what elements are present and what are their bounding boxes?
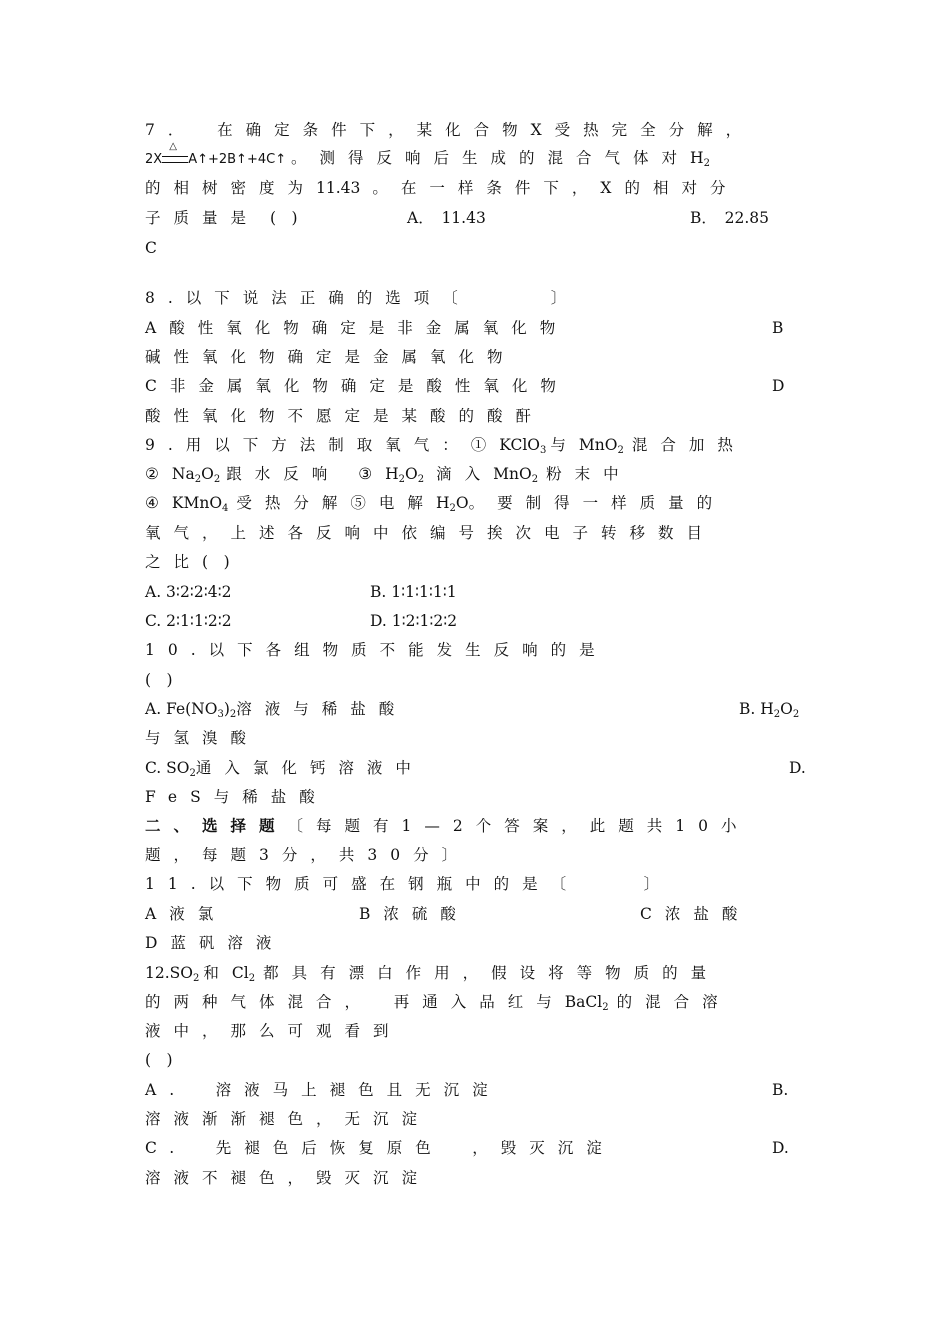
so2-formula: $12.SO_2$ [145,964,200,984]
q10-option-c-text: 通入氯化钙溶液中 [195,759,424,777]
q11-stem: 11.以下物质可盛在钢瓶中的是 [145,875,551,893]
q7-line-3 [145,176,805,200]
q8-option-c: C非金属氧化物确定是酸性氧化物 [145,377,569,395]
q12-option-b-label: B. [772,1081,789,1099]
q12-option-b-text: 溶液渐渐褪色，无沉淀 [145,1110,431,1128]
q11-stem-line [145,872,805,896]
q11-option-c: C浓盐酸 [640,905,751,923]
q8-option-a-line [145,316,805,340]
section-2-desc-2: 题，每题3分，共30分〕 [145,846,471,864]
q9-options-cd [145,609,805,633]
h2o2-formula: $H_2O_2$ [385,465,425,485]
q9-option-a: A. 3∶2∶2∶4∶2 [145,583,232,601]
q11-answer-paren: 〔 〕 [550,875,660,893]
q12-option-c-line [145,1136,805,1160]
q10-option-b-text: 与氢溴酸 [145,729,260,747]
kmno4-formula: KMnO$_4$ [171,494,229,514]
q7-h2: $H_2$ [690,149,710,169]
q7-line3-a: 的相树密度为 [145,179,317,197]
q12-option-a: A. 溶液马上褪色且无沉淀 [145,1081,501,1099]
kclo3-formula: KClO$_3$ [499,436,547,456]
na2o2-formula: $Na_2O_2$ [171,465,221,485]
q9-line-4: 氧气，上述各反响中依编号挨次电子转移数目 [145,524,716,542]
q7-eq-left: 2X [145,152,163,167]
q12-line-1: $12.SO_2$ 和$Cl_2$ 都具有漂白作用，假设将等物质的量 [145,964,720,984]
q12-option-d-label: D. [772,1139,789,1157]
q10-option-c-line [145,756,805,780]
q7-line4-a: 子质量是 [145,209,260,227]
cl2-formula: $Cl_2$ [231,964,256,984]
q10-stem: 10.以下各组物质不能发生反响的是 [145,641,608,659]
q7-eq-right: A↑+2B↑+4C↑ [188,152,287,167]
q12-line-2: 的两种气体混合， 再通入品红与BaCl$_2$ 的混合溶 [145,993,731,1013]
q10-option-b-label: B. $H_2O_2$ [739,700,800,720]
h2o-formula: $H_2O$ [435,494,469,514]
q7-line3-c: X的相对分 [600,179,739,197]
q9-answer-paren: ( ) [202,553,230,571]
q7-option-a: A． 11.43 [407,209,486,227]
q9-line-3: ④KMnO$_4$ 受热分解⑤电解$H_2O$。要制得一样质量的 [145,494,726,514]
q8-answer-paren: 〔 〕 [442,289,567,307]
q7-eq-tail: 。测得反响后生成的混合气体对 [291,149,691,167]
delta-icon: △ [169,141,177,152]
section-2-desc-1: 〔每题有1—2个答案，此题共10小 [287,817,750,835]
q12-option-c: C. 先褪色后恢复原色 ，毁灭沉淀 [145,1139,615,1157]
q9-option-d: D. 1∶2∶1∶2∶2 [370,612,458,630]
q11-options-abc [145,902,805,926]
q7-line3-val: 11.43 [316,179,361,197]
q9-option-b: B. 1∶1∶1∶1∶1 [370,583,457,601]
q10-option-a-text: 溶液与稀盐酸 [236,700,408,718]
q9-option-c: C. 2∶1∶1∶2∶2 [145,612,232,630]
q9-line-2: $②Na_2O_2$ 跟水反响 $③H_2O_2$ 滴入MnO$_2$ 粉末中 [145,465,632,485]
q7-stem-b: X受热完全分解， [530,121,755,139]
q10-option-d-text: FeS与稀盐酸 [145,788,328,806]
bacl2-formula: BaCl$_2$ [564,993,609,1013]
q10-option-c-formula: C. $SO_2$ [145,759,196,779]
q8-stem-line [145,286,805,310]
q8-option-b-text: 碱性氧化物确定是金属氧化物 [145,348,516,366]
q12-answer-paren: ( ) [145,1051,173,1069]
q9-line-5: 之比( ) [145,553,230,571]
q8-stem: 8.以下说法正确的选项 [145,289,443,307]
section-2-title: 二、选择题 [145,816,288,835]
q9-options-ab [145,580,805,604]
q12-option-a-line [145,1078,805,1102]
q7-stem: 7． 在确定条件下，某化合物 [145,121,531,139]
q7-answer-paren: ( ) [269,209,298,227]
section-2-header [145,814,805,838]
q10-answer-paren: ( ) [145,671,173,689]
q12-line-3: 液中，那么可观看到 [145,1022,402,1040]
q11-option-b: B浓硫酸 [359,905,469,923]
mno2-formula: MnO$_2$ [578,436,624,456]
q7-line-4 [145,206,805,230]
q8-option-d-text: 酸性氧化物不愿定是某酸的酸酐 [145,407,545,425]
mno2-formula-2: MnO$_2$ [493,465,539,485]
q9-line-1: 9.用以下方法制取氧气：①KClO$_3$ 与MnO$_2$ 混合加热 [145,436,746,456]
q8-option-d-label: D [772,377,785,395]
q8-option-c-line [145,374,805,398]
q7-option-b: B． 22.85 [690,209,770,227]
q11-option-a: A液氯 [145,905,227,923]
q7-equation [145,141,287,167]
q12-option-d-text: 溶液不褪色，毁灭沉淀 [145,1169,431,1187]
q10-option-a-line [145,697,805,721]
q7-line-1 [145,118,805,142]
q10-option-a-formula: A. $Fe(NO_3)_2$ [145,700,237,720]
q7-line-2 [145,141,805,170]
q8-option-b-label: B [772,319,784,337]
heat-condition-symbol [162,141,188,163]
q11-option-d: D蓝矾溶液 [145,934,285,952]
q10-option-d-label: D. [789,759,806,777]
q7-line3-b: 。在一样条件下， [372,179,601,197]
q7-option-c: C [145,239,157,257]
q8-option-a: A酸性氧化物确定是非金属氧化物 [145,319,569,337]
